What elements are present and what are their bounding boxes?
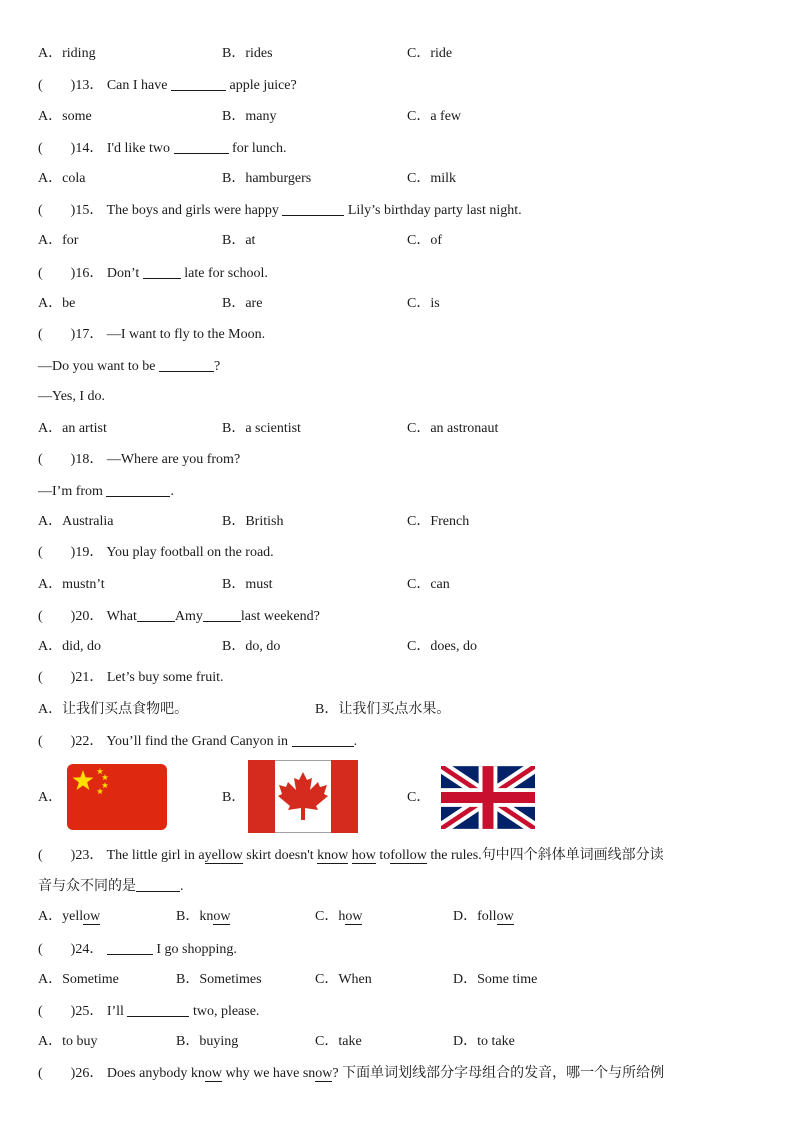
answer-blank[interactable] <box>171 76 226 91</box>
q25-option-b[interactable]: B．buying <box>176 1034 239 1049</box>
q17-option-c[interactable]: C．an astronaut <box>407 421 499 436</box>
answer-blank[interactable] <box>107 940 153 955</box>
uk-flag[interactable] <box>441 766 535 829</box>
q15-option-a[interactable]: A．for <box>38 233 79 248</box>
q13-option-a[interactable]: A．some <box>38 109 92 124</box>
question-23: ( )23． The little girl in ayellow skirt doesn't know how tofollow the rules.句中四个斜体单词画线部分读 <box>38 847 664 863</box>
question-20: ( )20． What Amy last weekend? <box>38 609 320 624</box>
q24-option-c[interactable]: C．When <box>315 972 372 987</box>
q22-option-a-label[interactable]: A． <box>38 790 63 805</box>
q12-option-c[interactable]: C．ride <box>407 46 453 61</box>
q12-option-b[interactable]: B．rides <box>222 46 273 61</box>
q16-option-a[interactable]: A．be <box>38 296 76 311</box>
answer-blank[interactable] <box>174 139 229 154</box>
q16-option-c[interactable]: C．is <box>407 296 440 311</box>
china-flag[interactable] <box>67 764 167 830</box>
question-17-line-3: —Yes, I do. <box>38 389 106 404</box>
q13-option-c[interactable]: C．a few <box>407 109 462 124</box>
q25-option-c[interactable]: C．take <box>315 1034 362 1049</box>
q14-option-b[interactable]: B．hamburgers <box>222 171 312 186</box>
answer-blank[interactable] <box>203 607 241 622</box>
q19-option-c[interactable]: C．can <box>407 577 450 592</box>
q18-option-a[interactable]: A．Australia <box>38 514 114 529</box>
q16-option-b[interactable]: B．are <box>222 296 263 311</box>
q19-option-b[interactable]: B．must <box>222 577 273 592</box>
answer-blank[interactable] <box>282 201 344 216</box>
answer-blank[interactable] <box>106 482 170 497</box>
q14-option-c[interactable]: C．milk <box>407 171 457 186</box>
q24-option-d[interactable]: D．Some time <box>453 972 538 987</box>
q24-option-b[interactable]: B．Sometimes <box>176 972 262 987</box>
q22-option-c-label[interactable]: C． <box>407 790 431 805</box>
question-18-line-2: —I’m from . <box>38 484 174 499</box>
q24-option-a[interactable]: A．Sometime <box>38 972 119 987</box>
answer-blank[interactable] <box>137 607 175 622</box>
q17-option-a[interactable]: A．an artist <box>38 421 107 436</box>
q15-option-b[interactable]: B．at <box>222 233 256 248</box>
q25-option-a[interactable]: A．to buy <box>38 1034 98 1049</box>
question-22: ( )22． You’ll find the Grand Canyon in . <box>38 734 358 749</box>
q17-option-b[interactable]: B．a scientist <box>222 421 301 436</box>
q23-option-a[interactable]: A．yellow <box>38 909 101 924</box>
q14-option-a[interactable]: A．cola <box>38 171 86 186</box>
q21-option-b[interactable]: B．让我们买点水果。 <box>315 701 451 717</box>
q13-option-b[interactable]: B．many <box>222 109 277 124</box>
q20-option-a[interactable]: A．did, do <box>38 639 102 654</box>
q22-option-b-label[interactable]: B． <box>222 790 246 805</box>
canada-flag[interactable] <box>248 760 358 833</box>
question-13: ( )13． Can I have apple juice? <box>38 78 297 93</box>
q21-option-a[interactable]: A．让我们买点食物吧。 <box>38 701 189 717</box>
question-17: ( )17． —I want to fly to the Moon. <box>38 327 266 342</box>
q20-option-c[interactable]: C．does, do <box>407 639 478 654</box>
q23-option-d[interactable]: D．follow <box>453 909 514 924</box>
q25-option-d[interactable]: D．to take <box>453 1034 515 1049</box>
question-23-line-2: 音与众不同的是 . <box>38 878 184 894</box>
question-24: ( )24． I go shopping. <box>38 942 237 957</box>
q23-option-c[interactable]: C．how <box>315 909 363 924</box>
question-17-line-2: —Do you want to be ? <box>38 359 221 374</box>
answer-blank[interactable] <box>292 732 354 747</box>
answer-blank[interactable] <box>143 264 181 279</box>
answer-blank[interactable] <box>159 357 214 372</box>
question-21: ( )21． Let’s buy some fruit. <box>38 670 224 685</box>
answer-blank[interactable] <box>136 877 180 892</box>
question-25: ( )25． I’ll two, please. <box>38 1004 260 1019</box>
q23-option-b[interactable]: B．know <box>176 909 231 924</box>
answer-blank[interactable] <box>127 1002 189 1017</box>
question-19: ( )19． You play football on the road. <box>38 545 274 560</box>
question-16: ( )16． Don’t late for school. <box>38 266 268 281</box>
q19-option-a[interactable]: A．mustn’t <box>38 577 105 592</box>
q15-option-c[interactable]: C．of <box>407 233 443 248</box>
question-18: ( )18． —Where are you from? <box>38 452 241 467</box>
q20-option-b[interactable]: B．do, do <box>222 639 281 654</box>
q18-option-c[interactable]: C．French <box>407 514 470 529</box>
q18-option-b[interactable]: B．British <box>222 514 284 529</box>
question-15: ( )15． The boys and girls were happy Lily’s birthday party last night. <box>38 203 522 218</box>
question-26: ( )26． Does anybody know why we have snow? 下面单词划线部分字母组合的发音，哪一个与所给例 <box>38 1065 665 1081</box>
question-14: ( )14． I'd like two for lunch. <box>38 141 287 156</box>
q12-option-a[interactable]: A．riding <box>38 46 96 61</box>
